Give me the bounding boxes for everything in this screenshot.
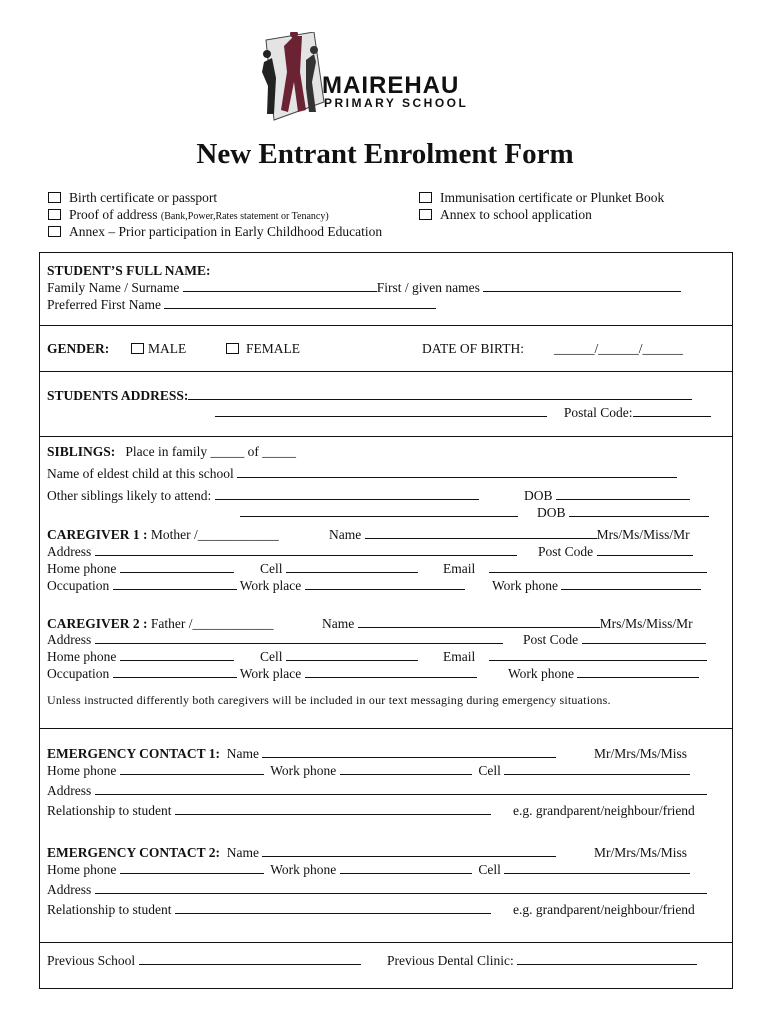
emergency1-row: [47, 746, 556, 762]
postal-row: [215, 405, 711, 421]
student-heading: STUDENT’S FULL NAME:: [47, 263, 211, 278]
caregiver1-cell-field[interactable]: [286, 561, 418, 573]
caregiver1-workplace-field[interactable]: [305, 578, 465, 590]
title-options: Mrs/Ms/Miss/Mr: [599, 616, 693, 631]
work-phone-label: Work phone: [270, 862, 337, 877]
emergency2-relationship-field[interactable]: [175, 902, 491, 914]
first-name-label: First / given names: [376, 280, 480, 295]
caregiver2-email-row: [443, 649, 707, 665]
school-name: MAIREHAU: [322, 72, 460, 99]
caregiver2-home-field[interactable]: [120, 649, 234, 661]
checkbox[interactable]: [48, 209, 61, 220]
cell-label: Cell: [478, 862, 501, 877]
emergency1-cell-field[interactable]: [504, 763, 690, 775]
caregiver2-workphone-field[interactable]: [577, 666, 699, 678]
checkbox[interactable]: [419, 192, 432, 203]
sibling-dob-2: [537, 505, 709, 521]
gender-female-label: FEMALE: [246, 341, 300, 356]
relationship-label: Relationship to student: [47, 902, 172, 917]
checklist-label: Immunisation certificate or Plunket Book: [440, 190, 665, 205]
emergency2-relationship-row: [47, 902, 491, 918]
checkbox[interactable]: [48, 192, 61, 203]
address-label: Address: [47, 783, 92, 798]
caregiver1-name-row: [329, 527, 690, 543]
caregiver1-post-row: [538, 544, 693, 560]
address-label: Address: [47, 632, 92, 647]
checkbox[interactable]: [131, 343, 144, 354]
name-label: Name: [226, 746, 259, 761]
caregiver2-workphone-row: [508, 666, 699, 682]
checklist-label: Birth certificate or passport: [69, 190, 218, 205]
page-title: New Entrant Enrolment Form: [196, 138, 574, 170]
caregiver2-label: CAREGIVER 2 :: [47, 616, 148, 631]
eldest-field[interactable]: [237, 466, 677, 478]
emergency2-name-field[interactable]: [262, 845, 556, 857]
other-siblings-row: [47, 488, 479, 504]
checklist-label: Annex – Prior participation in Early Childhood Education: [69, 224, 383, 239]
checklist-birth[interactable]: [48, 190, 217, 206]
text-messaging-notice: Unless instructed differently both caregivers will be included in our text messaging during emergency situations.: [47, 693, 611, 707]
caregiver2-cell-row: [260, 649, 418, 665]
emergency1-name-field[interactable]: [262, 746, 556, 758]
relationship-label: Relationship to student: [47, 803, 172, 818]
post-code-label: Post Code: [538, 544, 594, 559]
workplace-label: Work place: [239, 666, 302, 681]
caregiver2-email-field[interactable]: [489, 649, 707, 661]
checklist-annex-ece[interactable]: [48, 224, 382, 240]
cell-label: Cell: [260, 649, 283, 664]
address-label: Address: [47, 544, 92, 559]
caregiver1-email-field[interactable]: [489, 561, 707, 573]
name-label: Name: [322, 616, 355, 631]
gender-male-label: MALE: [148, 341, 187, 356]
gender-male[interactable]: [131, 341, 186, 357]
caregiver1-row: [47, 527, 279, 543]
sibling-dob-label: DOB: [537, 505, 566, 520]
other-siblings-label: Other siblings likely to attend:: [47, 488, 212, 503]
family-name-field[interactable]: [183, 280, 377, 292]
emergency1-label: EMERGENCY CONTACT 1:: [47, 746, 221, 761]
checkbox[interactable]: [419, 209, 432, 220]
sibling-dob-field[interactable]: [556, 488, 690, 500]
emergency2-row: [47, 845, 556, 861]
caregiver2-row: [47, 616, 274, 632]
address-row: [47, 388, 692, 404]
occupation-label: Occupation: [47, 666, 110, 681]
checklist-label: Annex to school application: [440, 207, 592, 222]
checklist-proof[interactable]: [48, 207, 329, 223]
emergency2-home-field[interactable]: [120, 862, 264, 874]
caregiver2-address-row: [47, 632, 503, 648]
gender-female[interactable]: [226, 341, 300, 357]
caregiver1-role[interactable]: Mother /____________: [150, 527, 279, 542]
caregiver2-occupation-field[interactable]: [113, 666, 237, 678]
caregiver1-home-row: [47, 561, 234, 577]
gender-label: GENDER:: [47, 341, 110, 356]
emergency1-relationship-field[interactable]: [175, 803, 491, 815]
caregiver1-name-field[interactable]: [365, 527, 597, 539]
emergency2-address-row: [47, 882, 707, 898]
siblings-row: [47, 444, 296, 460]
previous-school-label: Previous School: [47, 953, 136, 968]
caregiver2-post-field[interactable]: [582, 632, 706, 644]
emergency1-home-field[interactable]: [120, 763, 264, 775]
previous-school-row: [47, 953, 361, 969]
preferred-name-row: [47, 297, 436, 313]
work-phone-label: Work phone: [508, 666, 575, 681]
emergency1-relationship-row: [47, 803, 491, 819]
email-label: Email: [443, 561, 476, 576]
emergency1-title: Mr/Mrs/Ms/Miss: [594, 746, 688, 761]
caregiver1-address-row: [47, 544, 517, 560]
sibling-dob-label: DOB: [524, 488, 553, 503]
emergency1-work-field[interactable]: [340, 763, 472, 775]
caregiver1-address-field[interactable]: [95, 544, 517, 556]
first-name-field[interactable]: [483, 280, 681, 292]
family-name-label: Family Name / Surname: [47, 280, 180, 295]
caregiver1-cell-row: [260, 561, 418, 577]
family-name-row: [47, 280, 681, 296]
eldest-row: [47, 466, 677, 482]
postal-label: Postal Code:: [563, 405, 633, 420]
workplace-label: Work place: [239, 578, 302, 593]
occupation-label: Occupation: [47, 578, 110, 593]
checkbox[interactable]: [226, 343, 239, 354]
caregiver2-post-row: [523, 632, 706, 648]
address-section: [39, 371, 733, 437]
place-in-family[interactable]: Place in family _____ of _____: [125, 444, 297, 459]
caregiver2-name-row: [322, 616, 693, 632]
caregiver1-workphone-row: [492, 578, 701, 594]
caregiver1-home-field[interactable]: [120, 561, 234, 573]
cell-label: Cell: [478, 763, 501, 778]
name-label: Name: [329, 527, 362, 542]
caregiver2-workplace-field[interactable]: [305, 666, 477, 678]
address-field[interactable]: [188, 388, 692, 400]
emergency1-address-field[interactable]: [95, 783, 707, 795]
siblings-label: SIBLINGS:: [47, 444, 116, 459]
caregiver1-label: CAREGIVER 1 :: [47, 527, 148, 542]
email-label: Email: [443, 649, 476, 664]
postal-field[interactable]: [633, 405, 711, 417]
sibling-dob-field[interactable]: [569, 505, 709, 517]
preferred-name-field[interactable]: [164, 297, 436, 309]
caregiver2-cell-field[interactable]: [286, 649, 418, 661]
caregiver1-occupation-row: [47, 578, 465, 594]
previous-dental-field[interactable]: [517, 953, 697, 965]
post-code-label: Post Code: [523, 632, 579, 647]
caregiver1-occupation-field[interactable]: [113, 578, 237, 590]
caregiver2-occupation-row: [47, 666, 477, 682]
caregiver2-name-field[interactable]: [358, 616, 600, 628]
caregiver2-address-field[interactable]: [95, 632, 503, 644]
work-phone-label: Work phone: [270, 763, 337, 778]
checklist-label: Proof of address: [69, 207, 158, 222]
title-options: Mrs/Ms/Miss/Mr: [596, 527, 690, 542]
caregiver2-role[interactable]: Father /____________: [150, 616, 274, 631]
dob-label: DATE OF BIRTH:: [422, 341, 524, 356]
work-phone-label: Work phone: [492, 578, 559, 593]
other-siblings-field-2[interactable]: [240, 505, 518, 517]
previous-school-field[interactable]: [139, 953, 361, 965]
caregiver1-post-field[interactable]: [597, 544, 693, 556]
caregiver1-email-row: [443, 561, 707, 577]
school-figures-logo: [254, 32, 326, 124]
caregiver1-workphone-field[interactable]: [561, 578, 701, 590]
emergency2-work-field[interactable]: [340, 862, 472, 874]
previous-dental-label: Previous Dental Clinic:: [387, 953, 514, 968]
sibling-dob-1: [524, 488, 690, 504]
home-phone-label: Home phone: [47, 561, 117, 576]
checklist-immunisation[interactable]: [419, 190, 664, 206]
emergency1-phone-row: [47, 763, 690, 779]
emergency1-address-row: [47, 783, 707, 799]
name-label: Name: [226, 845, 259, 860]
eldest-label: Name of eldest child at this school: [47, 466, 234, 481]
checklist-annex-app[interactable]: [419, 207, 592, 223]
home-phone-label: Home phone: [47, 862, 117, 877]
emergency2-title: Mr/Mrs/Ms/Miss: [594, 845, 688, 860]
emergency2-phone-row: [47, 862, 690, 878]
emergency1-example: e.g. grandparent/neighbour/friend: [513, 803, 695, 818]
home-phone-label: Home phone: [47, 763, 117, 778]
home-phone-label: Home phone: [47, 649, 117, 664]
cell-label: Cell: [260, 561, 283, 576]
gender-row: [47, 341, 109, 357]
caregiver2-home-row: [47, 649, 234, 665]
address-label: STUDENTS ADDRESS:: [47, 388, 189, 403]
checkbox[interactable]: [48, 226, 61, 237]
emergency2-example: e.g. grandparent/neighbour/friend: [513, 902, 695, 917]
dob-field[interactable]: ______/______/______: [554, 341, 684, 356]
preferred-name-label: Preferred First Name: [47, 297, 161, 312]
emergency2-label: EMERGENCY CONTACT 2:: [47, 845, 221, 860]
address-label: Address: [47, 882, 92, 897]
address-field-2[interactable]: [215, 405, 547, 417]
emergency2-address-field[interactable]: [95, 882, 707, 894]
previous-dental-row: [387, 953, 697, 969]
checklist-note: (Bank,Power,Rates statement or Tenancy): [160, 211, 329, 222]
emergency2-cell-field[interactable]: [504, 862, 690, 874]
other-siblings-row-2: [240, 505, 518, 521]
other-siblings-field[interactable]: [215, 488, 479, 500]
school-subtitle: PRIMARY SCHOOL: [324, 96, 469, 110]
